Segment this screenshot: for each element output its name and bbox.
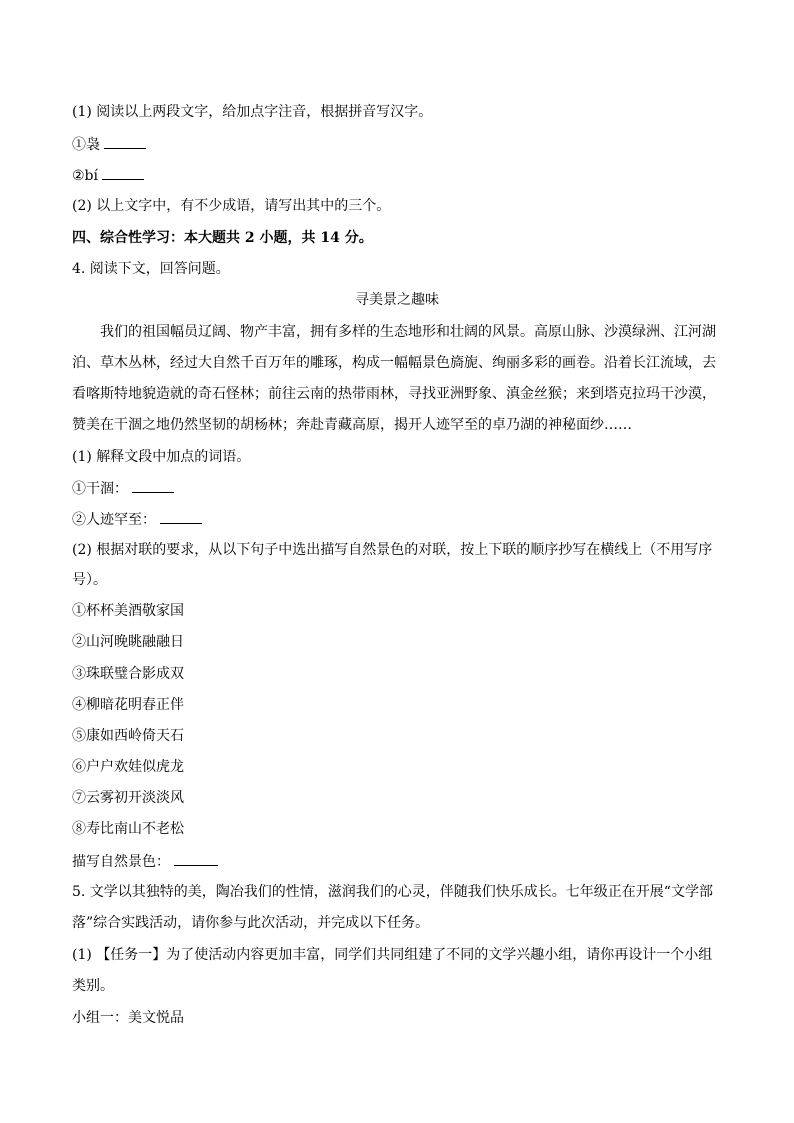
q3-sub2: (2) 以上文字中，有不少成语，请写出其中的三个。	[72, 198, 391, 214]
q5-task1-line1: (1) 【任务一】为了使活动内容更加丰富，同学们共同组建了不同的文学兴趣小组，请你再设计一个小组	[72, 947, 713, 963]
q4-sub1-item1	[72, 478, 722, 499]
option-item: ②山河晚眺融融日	[72, 634, 184, 650]
option-item: ⑤康如西岭倚天石	[72, 728, 184, 744]
passage-line: 泊、草木丛林，经过大自然千百万年的雕琢，构成一幅幅景色旖旎、绚丽多彩的画卷。沿着长江流域，去	[72, 355, 716, 371]
q4-sub2-line1: (2) 根据对联的要求，从以下句子中选出描写自然景色的对联，按上下联的顺序抄写在横线上（不用写序	[72, 542, 713, 558]
q4-sub1-item2	[72, 509, 722, 530]
passage-title: 寻美景之趣味	[355, 292, 439, 308]
q3-item2	[72, 165, 722, 186]
answer-blank[interactable]	[174, 851, 218, 866]
q3-item1-text: ①袅	[72, 137, 100, 153]
passage-line: 看喀斯特地貌造就的奇石怪林；前往云南的热带雨林，寻找亚洲野象、滇金丝猴；来到塔克拉玛干沙漠，	[72, 386, 716, 402]
option-item: ④柳暗花明春正伴	[72, 697, 184, 713]
q3-item1	[72, 134, 722, 155]
option-item: ①杯杯美酒敬家国	[72, 603, 184, 619]
passage-line: 我们的祖国幅员辽阔、物产丰富，拥有多样的生态地形和壮阔的风景。高原山脉、沙漠绿洲、江河湖	[100, 324, 716, 340]
q5-group1: 小组一：美文悦品	[72, 1010, 184, 1026]
answer-blank[interactable]	[102, 165, 144, 180]
q4-answer-label: 描写自然景色：	[72, 854, 170, 870]
passage-line: 赞美在干涸之地仍然坚韧的胡杨林；奔赴青藏高原，揭开人迹罕至的卓乃湖的神秘面纱……	[72, 417, 632, 433]
q4-sub1-item2-text: ②人迹罕至：	[72, 512, 156, 528]
answer-blank[interactable]	[160, 509, 202, 524]
q5-stem-line2: 落”综合实践活动，请你参与此次活动，并完成以下任务。	[72, 915, 430, 931]
q5-task1-line2: 类别。	[72, 978, 114, 994]
section4-heading: 四、综合性学习：本大题共 2 小题，共 14 分。	[72, 230, 373, 246]
option-item: ③珠联璧合影成双	[72, 666, 184, 682]
answer-blank[interactable]	[132, 478, 174, 493]
q4-sub1-item1-text: ①干涸：	[72, 481, 128, 497]
q4-sub2-line2: 号）。	[72, 572, 107, 588]
option-item: ⑥户户欢娃似虎龙	[72, 759, 184, 775]
q4-answer-line	[72, 851, 722, 872]
q4-sub1: (1) 解释文段中加点的词语。	[72, 449, 251, 465]
option-item: ⑦云雾初开淡淡风	[72, 790, 184, 806]
q4-stem: 4. 阅读下文，回答问题。	[72, 261, 230, 277]
answer-blank[interactable]	[104, 134, 146, 149]
option-item: ⑧寿比南山不老松	[72, 821, 184, 837]
q3-sub1: (1) 阅读以上两段文字，给加点字注音，根据拼音写汉字。	[72, 104, 433, 120]
q3-item2-text: ②bí	[72, 168, 98, 184]
q5-stem-line1: 5. 文学以其独特的美，陶冶我们的性情，滋润我们的心灵，伴随我们快乐成长。七年级正在开展“文学部	[72, 884, 713, 900]
